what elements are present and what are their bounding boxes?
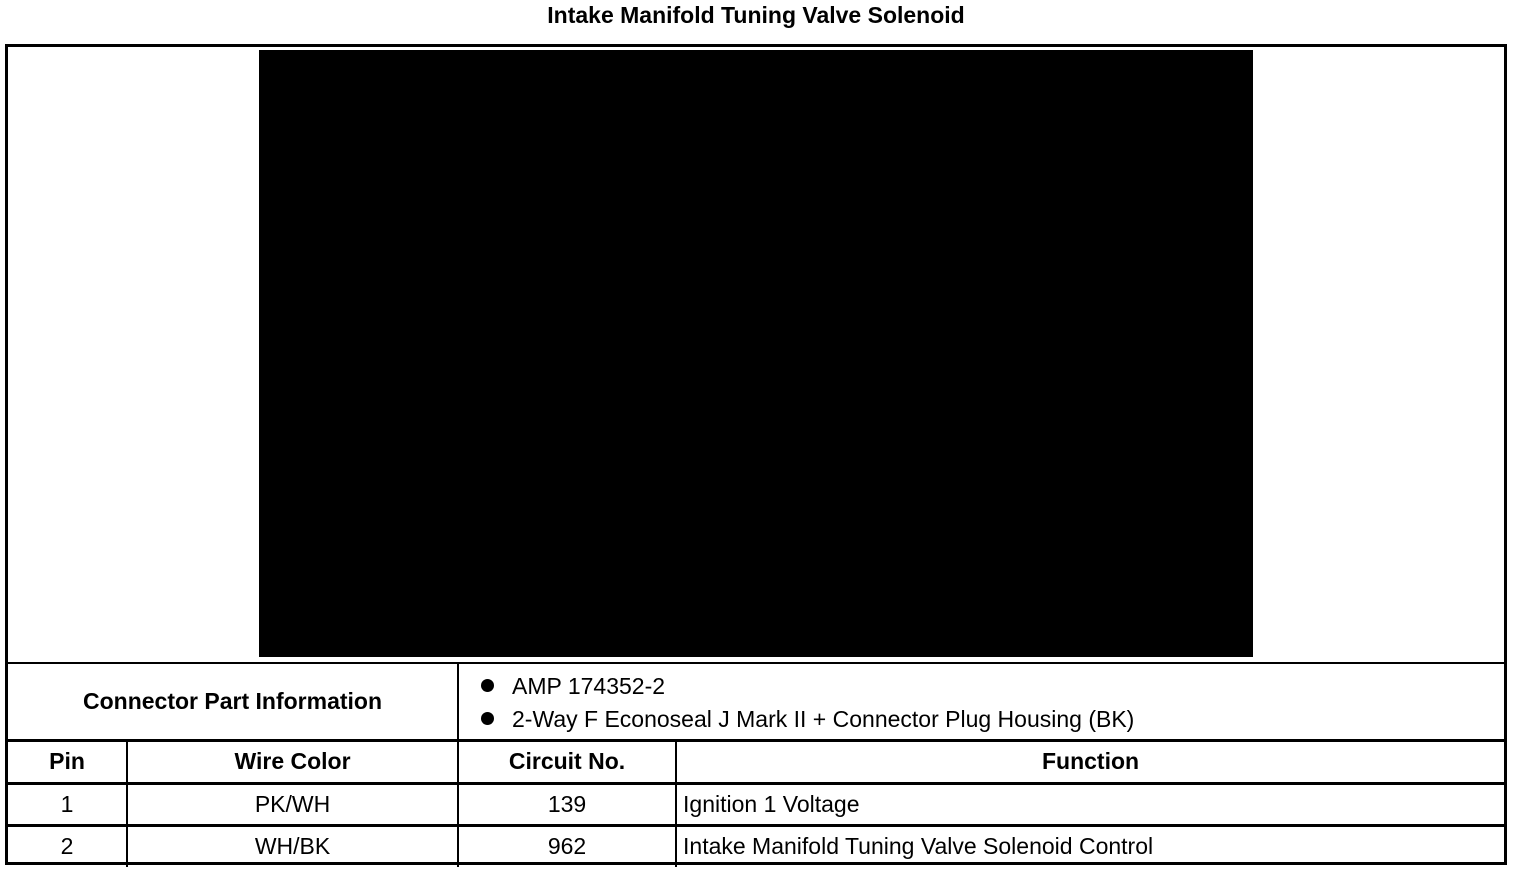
table-row <box>8 825 1504 867</box>
cell-circuit-no: 139 <box>458 783 676 825</box>
cell-function: Intake Manifold Tuning Valve Solenoid Control <box>676 825 1504 867</box>
header-circuit-no: Circuit No. <box>458 740 676 783</box>
connector-info-label: Connector Part Information <box>8 664 458 740</box>
cell-function: Ignition 1 Voltage <box>676 783 1504 825</box>
header-function: Function <box>676 740 1504 783</box>
bullet-icon <box>481 712 494 725</box>
page-title: Intake Manifold Tuning Valve Solenoid <box>547 2 965 28</box>
connector-image-area <box>8 47 1504 664</box>
connector-image <box>259 50 1253 657</box>
connector-pin-table <box>8 664 1504 867</box>
table-row <box>8 783 1504 825</box>
bullet-icon <box>481 679 494 692</box>
connector-info-item-text: AMP 174352-2 <box>512 673 666 699</box>
connector-info-item-text: 2-Way F Econoseal J Mark II + Connector Plug Housing (BK) <box>512 706 1135 732</box>
cell-wire-color: WH/BK <box>127 825 458 867</box>
cell-pin: 1 <box>8 783 127 825</box>
header-pin: Pin <box>8 740 127 783</box>
connector-info-item <box>481 703 1504 736</box>
table-header-row <box>8 740 1504 783</box>
connector-info-row <box>8 664 1504 740</box>
connector-document <box>5 44 1507 865</box>
cell-pin: 2 <box>8 825 127 867</box>
cell-circuit-no: 962 <box>458 825 676 867</box>
cell-wire-color: PK/WH <box>127 783 458 825</box>
header-wire-color: Wire Color <box>127 740 458 783</box>
connector-info-list <box>458 664 1504 740</box>
connector-info-item <box>481 670 1504 703</box>
